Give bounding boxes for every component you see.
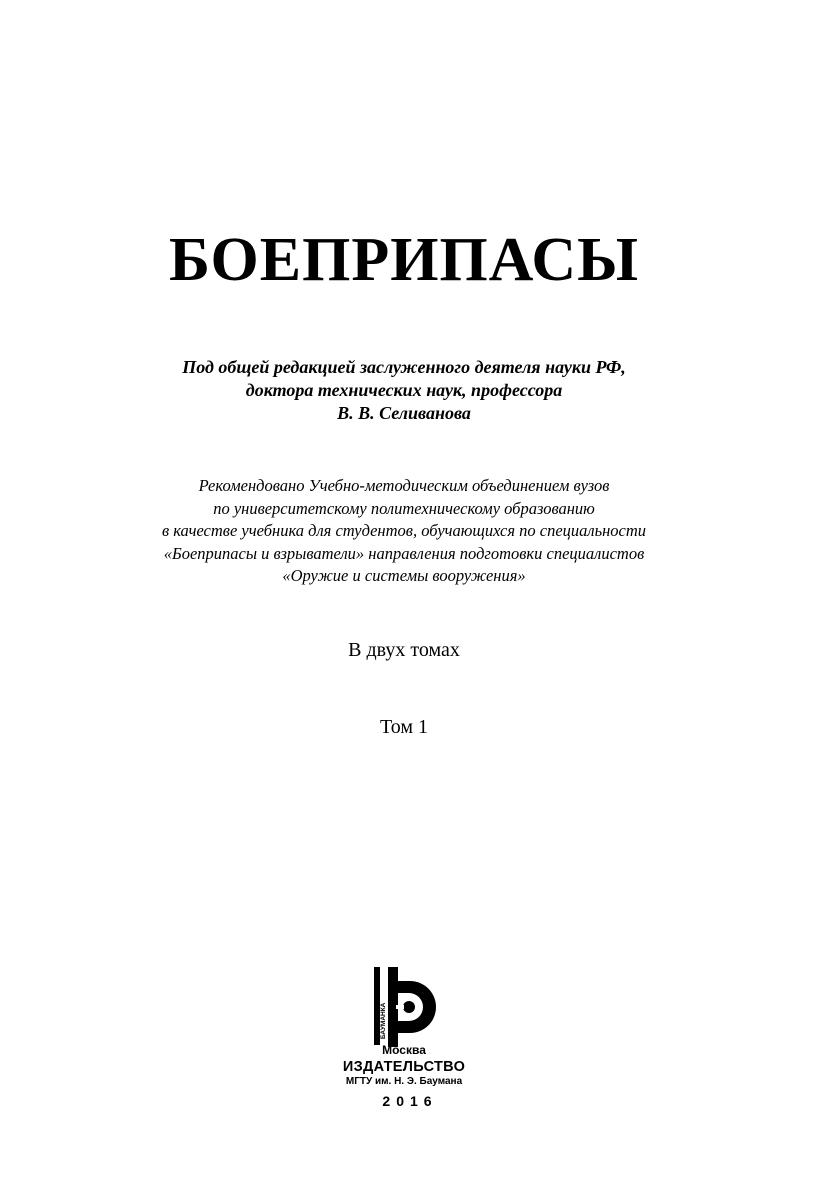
volumes-note: В двух томах: [348, 639, 460, 661]
volume-label: Том 1: [380, 716, 428, 738]
publisher-subname: МГТУ им. Н. Э. Баумана: [345, 1076, 463, 1087]
editor-line: доктора технических наук, профессора: [245, 380, 563, 400]
recommendation-line: по университетскому политехническому образованию: [213, 498, 595, 518]
logo-side-text: БАУМАНКА: [380, 1002, 387, 1039]
editor-credit: [0, 356, 808, 425]
publisher-name: ИЗДАТЕЛЬСТВО: [342, 1059, 466, 1075]
recommendation-line: «Оружие и системы вооружения»: [282, 566, 526, 585]
recommendation-text: [0, 475, 808, 588]
book-title: БОЕПРИПАСЫ: [168, 226, 640, 294]
publisher-logo-icon: [372, 967, 442, 1047]
recommendation-line: «Боеприпасы и взрыватели» направления подготовки специалистов: [163, 543, 645, 563]
editor-line: В. В. Селиванова: [337, 403, 471, 423]
editor-line: Под общей редакцией заслуженного деятеля науки РФ,: [182, 357, 626, 377]
publication-year: 2016: [382, 1093, 438, 1109]
recommendation-line: Рекомендовано Учебно-методическим объединением вузов: [198, 476, 610, 495]
recommendation-line: в качестве учебника для студентов, обучающихся по специальности: [161, 521, 647, 540]
publisher-city: Москва: [382, 1043, 426, 1057]
